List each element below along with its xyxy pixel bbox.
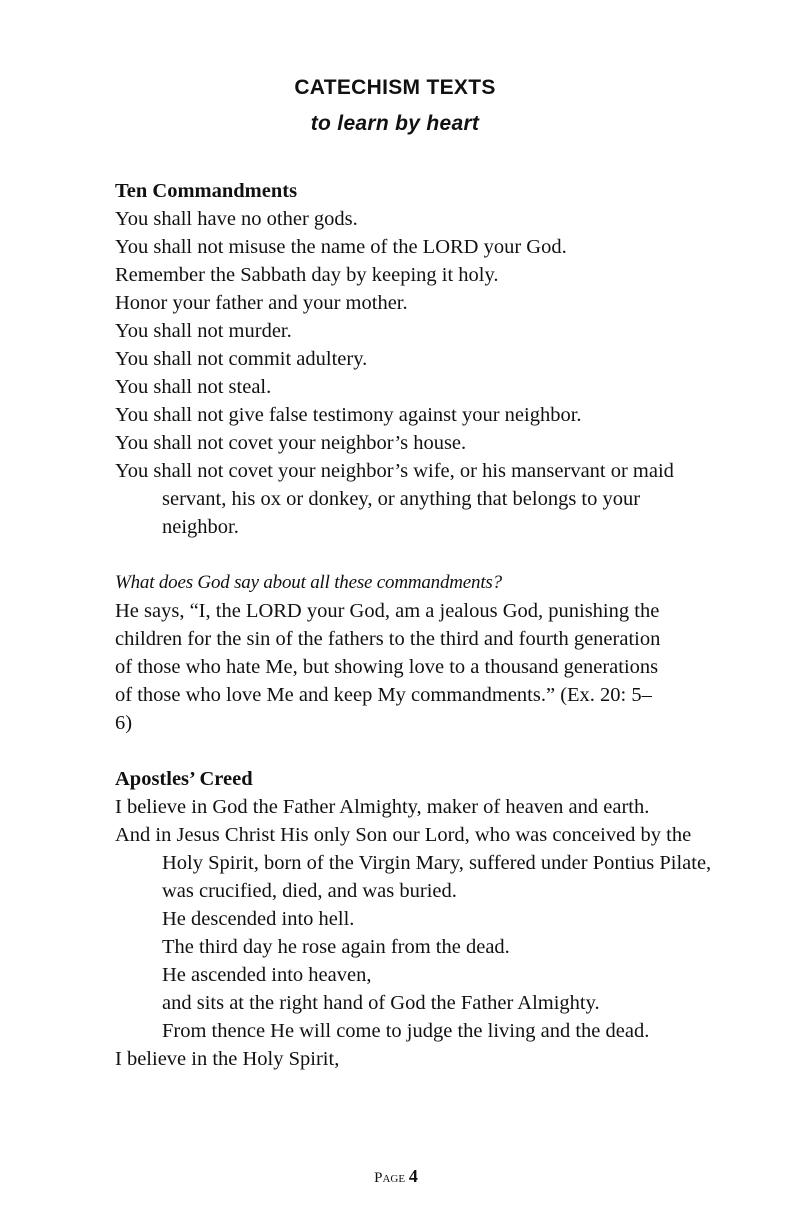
creed-line: From thence He will come to judge the living and the dead. — [162, 1020, 650, 1042]
creed-line: And in Jesus Christ His only Son our Lord, who was conceived by the Holy Spirit, born of the Virgin Mary, suffered under Pontius Pilate, — [115, 824, 712, 874]
commandment-line: You shall have no other gods. — [115, 208, 358, 230]
commandment-line: You shall not murder. — [115, 320, 292, 342]
ten-commandments-section — [115, 177, 695, 541]
commandment-line: You shall not steal. — [115, 376, 272, 398]
commandment-line: You shall not covet your neighbor’s house. — [115, 432, 467, 454]
page-subtitle: to learn by heart — [310, 112, 480, 135]
close-question: What does God say about all these commandments? — [115, 572, 502, 593]
page-content — [115, 70, 712, 1073]
creed-line: I believe in the Holy Spirit, — [115, 1048, 340, 1070]
creed-line: He descended into hell. — [162, 908, 355, 930]
commandment-line: You shall not commit adultery. — [115, 348, 368, 370]
page-title: CATECHISM TEXTS — [294, 76, 496, 99]
commandment-line: Remember the Sabbath day by keeping it holy. — [115, 264, 499, 286]
commandment-line: You shall not covet your neighbor’s wife, or his manservant or maid servant, his ox or donkey, or anything that belongs to your neighbor. — [115, 460, 674, 538]
commandment-line: You shall not misuse the name of the LORD your God. — [115, 236, 567, 258]
creed-line: The third day he rose again from the dead. — [162, 936, 510, 958]
page-number: 4 — [408, 1166, 418, 1186]
apostles-creed-heading: Apostles’ Creed — [115, 768, 253, 790]
page-label: Page — [374, 1170, 406, 1186]
ten-commandments-heading: Ten Commandments — [115, 180, 298, 202]
creed-line: and sits at the right hand of God the Father Almighty. — [162, 992, 600, 1014]
commandment-line: Honor your father and your mother. — [115, 292, 408, 314]
commandments-close-section — [115, 569, 695, 737]
creed-line: I believe in God the Father Almighty, maker of heaven and earth. — [115, 796, 650, 818]
commandment-line: You shall not give false testimony against your neighbor. — [115, 404, 582, 426]
apostles-creed-section — [115, 765, 712, 1073]
page-footer — [0, 1166, 792, 1188]
creed-line: He ascended into heaven, — [162, 964, 372, 986]
close-answer: He says, “I, the LORD your God, am a jealous God, punishing the children for the sin of the fathers to the third and fourth generation of those who hate Me, but showing love to a thousand generations of those who love Me and keep My commandments.” (Ex. 20: 5–6) — [115, 600, 661, 734]
creed-line: was crucified, died, and was buried. — [162, 880, 457, 902]
